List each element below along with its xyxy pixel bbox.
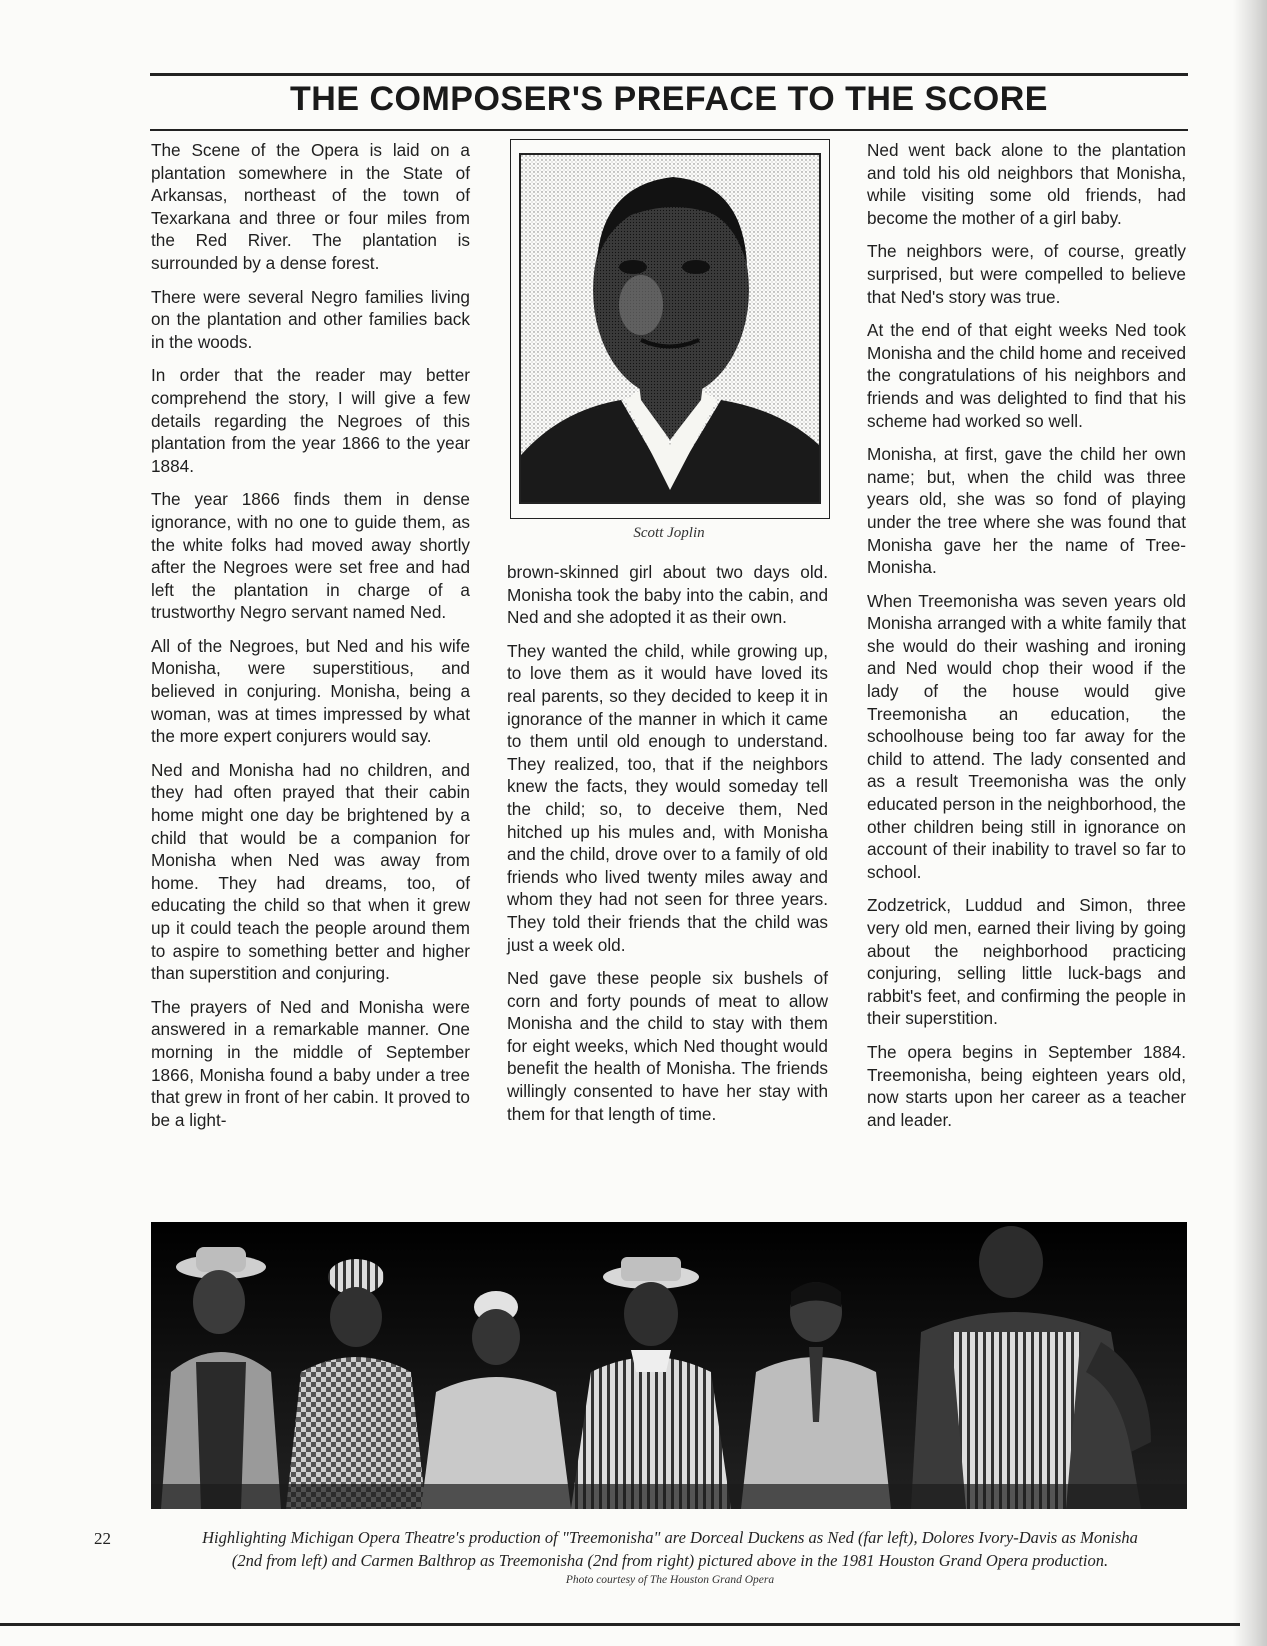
paragraph: The opera begins in September 1884. Treemonisha, being eighteen years old, now starts upon her career as a teacher and leader. [867,1041,1186,1130]
top-rule [150,73,1188,76]
paragraph: Ned went back alone to the plantation and told his old neighbors that Monisha, while visiting some old friends, had become the mother of a girl baby. [867,140,1186,228]
photo-credit: Photo courtesy of The Houston Grand Opera [565,1574,775,1586]
bottom-rule [0,1623,1240,1626]
page-number: 22 [94,1529,111,1548]
stage-photo [151,1222,1187,1509]
paragraph: The year 1866 finds them in dense ignorance, with no one to guide them, as the white folks had moved away shortly after the Negroes were set free and had left the plantation in charge of a trustworthy Negro servant named Ned. [151,489,470,623]
paragraph: At the end of that eight weeks Ned took Monisha and the child home and received the congratulations of his neighbors and friends and was delighted to find that his scheme had worked so well. [867,320,1186,431]
paragraph: Zodzetrick, Luddud and Simon, three very old men, earned their living by going about the neighborhood practicing conjuring, selling little luck-bags and rabbit's feet, and confirming the people in their superstition. [867,895,1186,1029]
portrait-caption: Scott Joplin [633,525,705,541]
paragraph: When Treemonisha was seven years old Monisha arranged with a white family that she would do their washing and ironing and Ned would chop their wood if the lady of the house would give Treemonisha an education, the schoolhouse being too far away for the child to attend. The lady consented and as a result Treemonisha was the only educated person in the neighborhood, the other children being still in ignorance on account of their inability to travel so far to school. [867,590,1186,882]
paragraph: In order that the reader may better comprehend the story, I will give a few details regarding the Negroes of this plantation from the year 1866 to the year 1884. [151,365,470,476]
photo-caption [140,1526,1200,1572]
title-rule [150,129,1188,131]
portrait-image [519,153,821,504]
paragraph: They wanted the child, while growing up, to love them as it would have loved its real parents, so they decided to keep it in ignorance of the manner in which it came to them until old enough to understand. They realized, too, that if the neighbors knew the facts, they would someday tell the child; so, to deceive them, Ned hitched up his mules and, with Monisha and the child, drove over to a family of old friends who lived twenty miles away and whom they had not seen for three years. They told their friends that the child was just a week old. [507,640,828,955]
paragraph: brown-skinned girl about two days old. Monisha took the baby into the cabin, and Ned and she adopted it as their own. [507,562,828,628]
paragraph: All of the Negroes, but Ned and his wife Monisha, were superstitious, and believed in conjuring. Monisha, being a woman, was at times impressed by what the more expert conjurers would say. [151,635,470,747]
photo-caption-line-2: (2nd from left) and Carmen Balthrop as Treemonisha (2nd from right) pictured above in the 1981 Houston Grand Opera production. [231,1551,1109,1570]
page-title: THE COMPOSER'S PREFACE TO THE SCORE [290,80,1048,118]
page-edge-shadow [1233,0,1267,1646]
portrait-frame [510,139,830,519]
paragraph: The neighbors were, of course, greatly surprised, but were compelled to believe that Ned's story was true. [867,241,1186,307]
text-column-3 [867,139,1186,1142]
paragraph: The Scene of the Opera is laid on a plantation somewhere in the State of Arkansas, northeast of the town of Texarkana and three or four miles from the Red River. The plantation is surrounded by a dense forest. [151,140,470,273]
text-column-1 [151,139,470,1142]
paragraph: The prayers of Ned and Monisha were answered in a remarkable manner. One morning in the middle of September 1866, Monisha found a baby under a tree that grew in front of her cabin. It proved to be a light- [151,996,470,1130]
photo-caption-line-1: Highlighting Michigan Opera Theatre's production of "Treemonisha" are Dorceal Duckens as Ned (far left), Dolores Ivory-Davis as Monisha [202,1528,1138,1547]
paragraph: Ned and Monisha had no children, and they had often prayed that their cabin home might one day be brightened by a child that would be a companion for Monisha when Ned was away from home. They had dreams, too, of educating the child so that when it grew up it could teach the people around them to aspire to something better and higher than superstition and conjuring. [151,759,470,984]
paragraph: There were several Negro families living on the plantation and other families back in the woods. [151,286,470,352]
paragraph: Monisha, at first, gave the child her own name; but, when the child was three years old, she was so fond of playing under the tree where she was found that Monisha gave her the name of Tree-Monisha. [867,444,1186,578]
text-column-2 [507,561,828,1136]
paragraph: Ned gave these people six bushels of corn and forty pounds of meat to allow Monisha and the child to stay with them for eight weeks, which Ned thought would benefit the health of Monisha. The friends willingly consented to have her stay with them for that length of time. [507,968,828,1124]
